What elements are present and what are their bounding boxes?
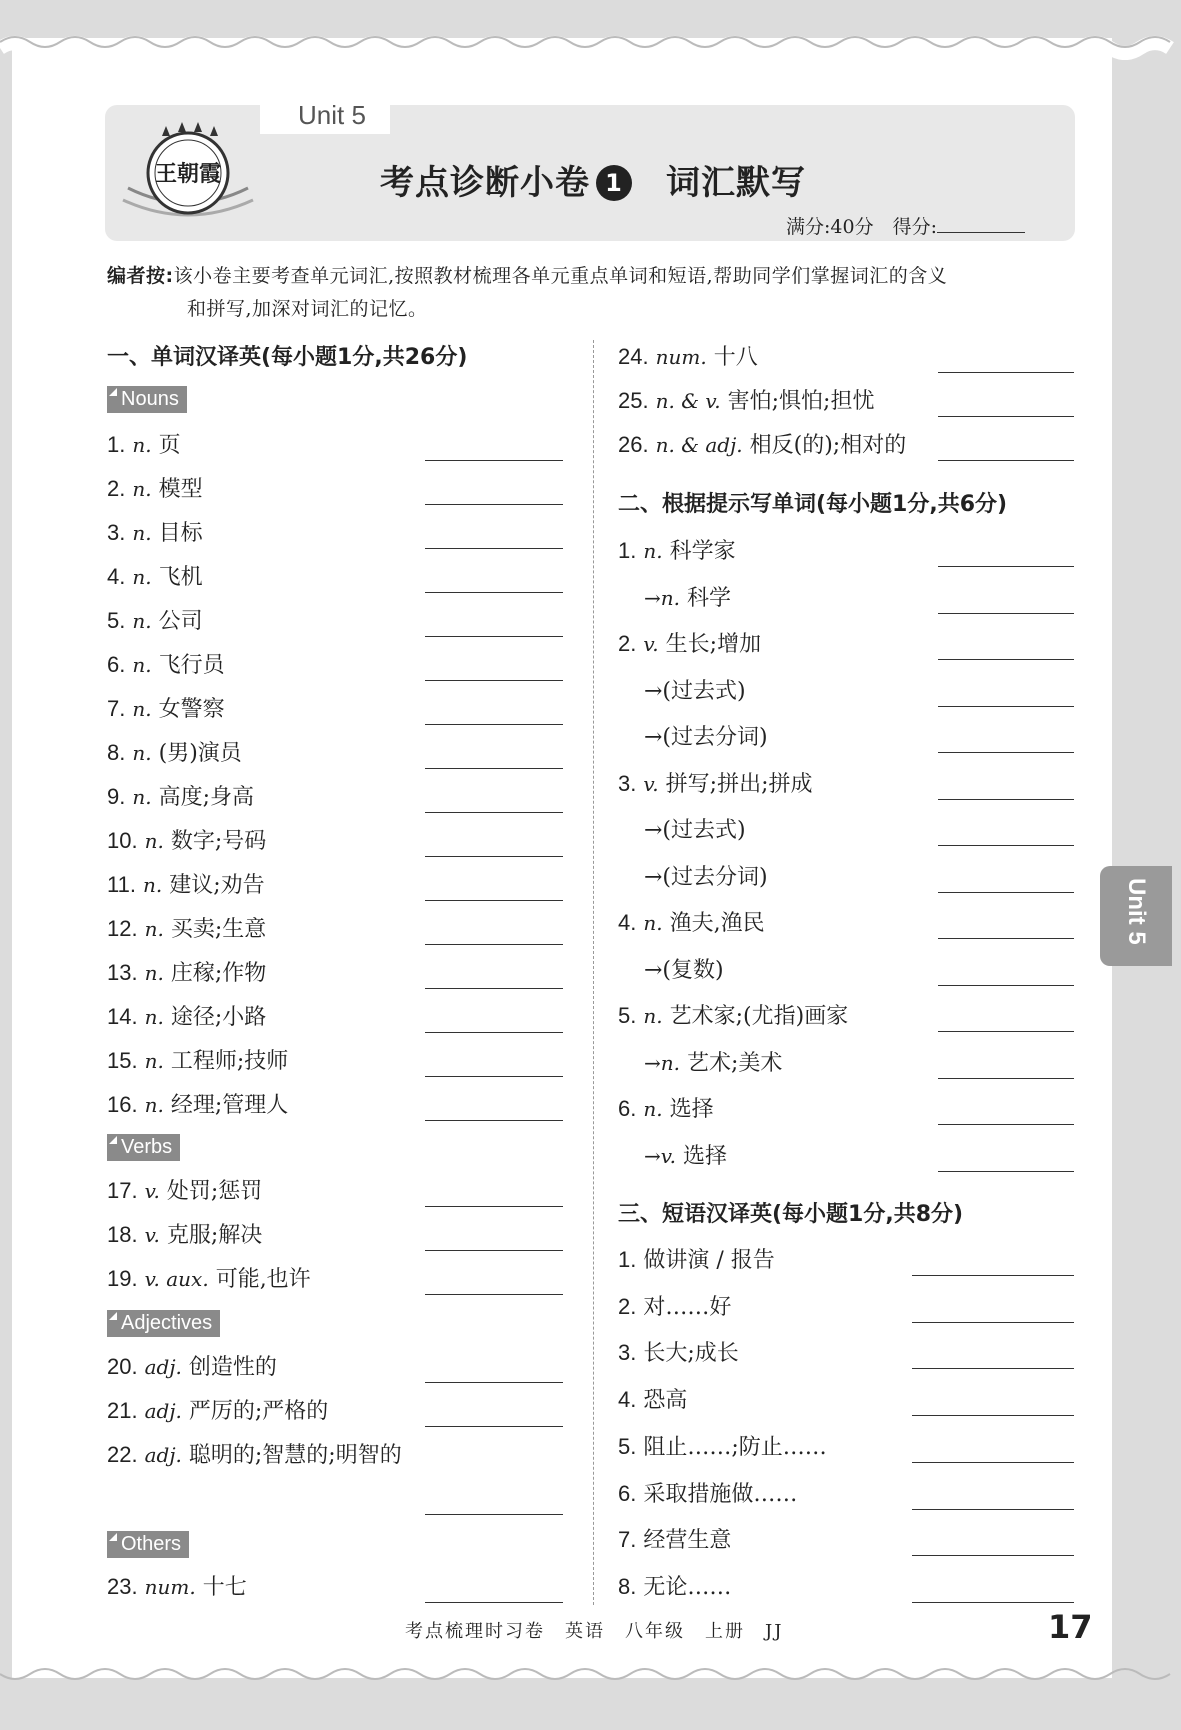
- item-text: 建议;劝告: [169, 873, 265, 898]
- item-text: 女警察: [158, 697, 225, 722]
- side-unit-tab-label: Unit 5: [1123, 878, 1150, 945]
- section2-item: [644, 953, 724, 984]
- section-1-title: 一、单词汉译英(每小题1分,共26分): [107, 345, 468, 370]
- answer-blank[interactable]: [912, 1509, 1074, 1510]
- item-text: 科学家: [669, 539, 736, 564]
- part-of-speech: n.: [132, 609, 152, 633]
- item-number: 18.: [107, 1222, 138, 1247]
- item-text: 途径;小路: [170, 1005, 267, 1030]
- item-number: 5.: [618, 1003, 637, 1028]
- answer-blank[interactable]: [425, 1294, 563, 1295]
- tag-adjectives: Adjectives: [107, 1310, 220, 1337]
- item-number: 7.: [107, 696, 126, 721]
- item-number: 9.: [107, 784, 126, 809]
- item-text: 渔夫,渔民: [669, 911, 765, 936]
- part-of-speech: n.: [643, 539, 663, 563]
- part-of-speech: →n.: [644, 1050, 680, 1075]
- section1-item: [107, 1394, 328, 1425]
- answer-blank[interactable]: [425, 768, 563, 769]
- answer-blank[interactable]: [425, 1032, 563, 1033]
- answer-blank[interactable]: [425, 636, 563, 637]
- section1-item: [107, 1262, 311, 1293]
- section1-item: [107, 1570, 247, 1601]
- note-line-2: 和拼写,加深对词汇的记忆。: [187, 298, 428, 320]
- item-text: 克服;解决: [166, 1223, 263, 1248]
- item-text: 恐高: [643, 1388, 688, 1414]
- item-text: 做讲演 / 报告: [643, 1248, 775, 1273]
- part-of-speech: n.: [132, 697, 152, 721]
- item-text: 十七: [202, 1575, 247, 1600]
- part-of-speech: adj.: [144, 1443, 182, 1467]
- answer-blank[interactable]: [938, 938, 1074, 939]
- part-of-speech: n.: [643, 1097, 663, 1121]
- title-prefix: 考点诊断小卷: [380, 163, 590, 203]
- item-text: 长大;成长: [643, 1341, 739, 1367]
- section3-item: [618, 1570, 731, 1601]
- section-3-title: 三、短语汉译英(每小题1分,共8分): [618, 1202, 964, 1227]
- item-number: 26.: [618, 432, 649, 457]
- part-of-speech: v.: [144, 1223, 160, 1247]
- part-of-speech: n.: [132, 785, 152, 809]
- item-text: 无论……: [643, 1574, 732, 1600]
- answer-blank[interactable]: [912, 1322, 1074, 1323]
- item-number: 6.: [107, 652, 126, 677]
- answer-blank[interactable]: [938, 372, 1074, 373]
- section-2-title: 二、根据提示写单词(每小题1分,共6分): [618, 492, 1008, 517]
- item-number: 23.: [107, 1574, 138, 1599]
- editor-note: [107, 260, 1077, 326]
- score-label: 满分:40分 得分:: [786, 216, 937, 238]
- answer-blank[interactable]: [425, 988, 563, 989]
- item-text: 经理;管理人: [170, 1093, 289, 1118]
- section1-item: [107, 516, 203, 547]
- title-suffix: 词汇默写: [666, 163, 806, 203]
- item-number: 8.: [618, 1573, 637, 1599]
- item-number: 17.: [107, 1178, 138, 1203]
- item-text: 选择: [683, 1143, 728, 1169]
- part-of-speech: n.: [643, 1004, 663, 1028]
- answer-blank[interactable]: [938, 892, 1074, 893]
- answer-blank[interactable]: [425, 1514, 563, 1515]
- item-text: 买卖;生意: [170, 917, 267, 942]
- item-text: 创造性的: [188, 1355, 277, 1380]
- section2-item: [618, 767, 812, 798]
- section1-item: [107, 956, 266, 987]
- bottom-wave-border: [0, 1660, 1181, 1700]
- item-number: 16.: [107, 1092, 138, 1117]
- item-number: 4.: [618, 910, 637, 935]
- answer-blank[interactable]: [912, 1462, 1074, 1463]
- section3-item: [618, 1523, 731, 1554]
- item-text: 数字;号码: [170, 829, 267, 854]
- section3-item: [618, 1290, 731, 1321]
- item-number: 20.: [107, 1354, 138, 1379]
- svg-text:王朝霞: 王朝霞: [154, 161, 222, 187]
- item-number: 4.: [107, 564, 126, 589]
- section3-item: [618, 1477, 797, 1508]
- note-label: 编者按:: [107, 265, 174, 287]
- item-text: 艺术家;(尤指)画家: [669, 1004, 849, 1029]
- item-text: 阻止……;防止……: [643, 1434, 827, 1460]
- item-number: 2.: [618, 631, 637, 656]
- part-of-speech: n.: [144, 961, 164, 985]
- section2-item: [618, 906, 765, 937]
- part-of-speech: num.: [144, 1575, 196, 1599]
- answer-blank[interactable]: [425, 548, 563, 549]
- side-unit-tab: [1100, 866, 1172, 966]
- item-text: 生长;增加: [665, 632, 762, 657]
- answer-blank[interactable]: [912, 1602, 1074, 1603]
- item-text: 拼写;拼出;拼成: [665, 771, 813, 797]
- note-line-1: 该小卷主要考查单元词汇,按照教材梳理各单元重点单词和短语,帮助同学们掌握词汇的含义: [173, 265, 948, 287]
- item-number: 19.: [107, 1266, 138, 1291]
- part-of-speech: n.: [144, 1049, 164, 1073]
- part-of-speech: n.: [132, 741, 152, 765]
- score-line: [786, 212, 1025, 239]
- item-text: 相反(的);相对的: [749, 433, 907, 458]
- section3-item: [618, 1430, 827, 1461]
- section2-item: [644, 720, 768, 751]
- part-of-speech: n.: [132, 521, 152, 545]
- answer-blank[interactable]: [425, 856, 563, 857]
- unit-tab-label: Unit 5: [298, 100, 366, 130]
- item-text: 聪明的;智慧的;明智的: [188, 1443, 402, 1468]
- answer-blank[interactable]: [425, 1250, 563, 1251]
- section1-item: [107, 1000, 266, 1031]
- answer-blank[interactable]: [425, 1206, 563, 1207]
- part-of-speech: n.: [144, 1005, 164, 1029]
- item-number: 6.: [618, 1480, 637, 1506]
- item-text: (男)演员: [158, 741, 242, 766]
- score-blank[interactable]: [937, 214, 1025, 233]
- item-text: 十八: [713, 345, 758, 370]
- item-text: 对……好: [643, 1294, 732, 1320]
- item-text: 严厉的;严格的: [188, 1399, 329, 1424]
- item-text: 公司: [158, 609, 203, 634]
- section1-item: [618, 340, 758, 371]
- answer-blank[interactable]: [938, 799, 1074, 800]
- part-of-speech: n.: [132, 565, 152, 589]
- section1-item: [107, 1044, 288, 1075]
- item-number: 2.: [107, 476, 126, 501]
- answer-blank[interactable]: [425, 1426, 563, 1427]
- section1-item: [107, 472, 203, 503]
- answer-blank[interactable]: [425, 592, 563, 593]
- item-text: 目标: [158, 521, 203, 546]
- item-number: 7.: [618, 1527, 637, 1553]
- item-text: 模型: [158, 477, 203, 502]
- section1-item: [107, 428, 181, 459]
- answer-blank[interactable]: [938, 460, 1074, 461]
- item-text: 飞机: [158, 565, 203, 590]
- title-number-badge: 1: [596, 165, 632, 201]
- section2-item: [644, 860, 768, 891]
- answer-blank[interactable]: [912, 1415, 1074, 1416]
- item-text: →(过去分词): [644, 725, 768, 750]
- item-number: 1.: [618, 538, 637, 563]
- item-number: 12.: [107, 916, 138, 941]
- section1-item: [107, 868, 265, 899]
- item-number: 15.: [107, 1048, 138, 1073]
- part-of-speech: n.: [144, 1093, 164, 1117]
- answer-blank[interactable]: [912, 1275, 1074, 1276]
- item-number: 22.: [107, 1442, 138, 1467]
- section1-item: [107, 1218, 262, 1249]
- part-of-speech: n.: [132, 477, 152, 501]
- tag-verbs: Verbs: [107, 1134, 180, 1161]
- answer-blank[interactable]: [938, 1171, 1074, 1172]
- answer-blank[interactable]: [938, 659, 1074, 660]
- publisher-logo-icon: [118, 118, 258, 228]
- part-of-speech: v.: [643, 771, 659, 796]
- item-text: 选择: [669, 1097, 714, 1122]
- answer-blank[interactable]: [425, 680, 563, 681]
- item-number: 14.: [107, 1004, 138, 1029]
- answer-blank[interactable]: [425, 460, 563, 461]
- section2-item: [618, 1092, 714, 1123]
- part-of-speech: →v.: [644, 1143, 677, 1168]
- top-wave-border: [0, 20, 1181, 60]
- item-text: →(过去式): [644, 678, 746, 704]
- answer-blank[interactable]: [425, 724, 563, 725]
- answer-blank[interactable]: [912, 1555, 1074, 1556]
- answer-blank[interactable]: [425, 812, 563, 813]
- item-text: 庄稼;作物: [170, 961, 267, 986]
- item-text: →(过去分词): [644, 864, 768, 890]
- section2-item: [644, 1139, 727, 1170]
- part-of-speech: n. & v.: [655, 389, 721, 413]
- section3-item: [618, 1336, 739, 1367]
- section1-item: [618, 384, 874, 415]
- answer-blank[interactable]: [425, 504, 563, 505]
- item-number: 6.: [618, 1096, 637, 1121]
- section1-item: [107, 824, 266, 855]
- section1-item: [107, 692, 225, 723]
- part-of-speech: adj.: [144, 1355, 182, 1379]
- section1-item: [107, 560, 203, 591]
- tag-others: Others: [107, 1531, 189, 1558]
- section1-item: [107, 912, 266, 943]
- answer-blank[interactable]: [425, 1382, 563, 1383]
- part-of-speech: num.: [655, 345, 707, 369]
- part-of-speech: →n.: [644, 585, 680, 610]
- column-divider: [593, 340, 594, 1605]
- item-text: 害怕;惧怕;担忧: [727, 389, 875, 414]
- item-number: 25.: [618, 388, 649, 413]
- item-text: 可能,也许: [215, 1267, 311, 1292]
- answer-blank[interactable]: [938, 752, 1074, 753]
- item-text: 采取措施做……: [643, 1481, 798, 1507]
- answer-blank[interactable]: [938, 416, 1074, 417]
- section1-item: [107, 1174, 262, 1205]
- section1-item: [107, 736, 242, 767]
- answer-blank[interactable]: [425, 1602, 563, 1603]
- footer-text: 考点梳理时习卷 英语 八年级 上册 JJ: [405, 1621, 784, 1642]
- section2-item: [644, 581, 731, 612]
- item-number: 1.: [618, 1247, 637, 1272]
- item-number: 3.: [618, 770, 637, 796]
- section2-item: [644, 674, 746, 705]
- answer-blank[interactable]: [938, 1124, 1074, 1125]
- item-text: 工程师;技师: [170, 1049, 289, 1074]
- part-of-speech: v.: [144, 1179, 160, 1203]
- part-of-speech: n. & adj.: [655, 433, 743, 457]
- item-number: 13.: [107, 960, 138, 985]
- section1-item: [107, 648, 225, 679]
- answer-blank[interactable]: [425, 900, 563, 901]
- section2-item: [618, 627, 761, 658]
- answer-blank[interactable]: [425, 944, 563, 945]
- section3-item: [618, 1383, 687, 1414]
- part-of-speech: n.: [132, 433, 152, 457]
- item-text: 经营生意: [643, 1528, 732, 1554]
- section1-item: [618, 428, 906, 459]
- answer-blank[interactable]: [938, 1078, 1074, 1079]
- section2-item: [618, 534, 736, 565]
- section1-item: [107, 1350, 277, 1381]
- item-text: 高度;身高: [158, 785, 255, 810]
- section1-item: [107, 604, 203, 635]
- item-number: 24.: [618, 344, 649, 369]
- answer-blank[interactable]: [938, 845, 1074, 846]
- answer-blank[interactable]: [912, 1368, 1074, 1369]
- section2-item: [644, 813, 746, 844]
- part-of-speech: n.: [132, 653, 152, 677]
- item-text: 飞行员: [158, 653, 225, 678]
- part-of-speech: n.: [142, 873, 163, 897]
- answer-blank[interactable]: [425, 1120, 563, 1121]
- item-text: 艺术;美术: [687, 1050, 783, 1076]
- answer-blank[interactable]: [938, 985, 1074, 986]
- part-of-speech: n.: [144, 917, 164, 941]
- item-number: 5.: [107, 608, 126, 633]
- page-title: [380, 155, 806, 204]
- item-number: 21.: [107, 1398, 138, 1423]
- section3-item: [618, 1243, 775, 1274]
- item-text: 页: [158, 433, 181, 458]
- item-text: 处罚;惩罚: [166, 1179, 263, 1204]
- answer-blank[interactable]: [938, 1031, 1074, 1032]
- part-of-speech: adj.: [144, 1399, 182, 1423]
- item-text: 科学: [687, 585, 732, 611]
- tag-nouns: Nouns: [107, 386, 187, 413]
- item-number: 3.: [107, 520, 126, 545]
- item-number: 3.: [618, 1340, 637, 1366]
- item-number: 4.: [618, 1387, 637, 1413]
- item-text: →(复数): [644, 957, 724, 983]
- part-of-speech: v.: [643, 632, 659, 656]
- section2-item: [618, 999, 848, 1030]
- item-text: →(过去式): [644, 818, 746, 843]
- item-number: 11.: [107, 872, 136, 897]
- item-number: 8.: [107, 740, 126, 765]
- answer-blank[interactable]: [938, 706, 1074, 707]
- answer-blank[interactable]: [425, 1076, 563, 1077]
- section1-item: [107, 780, 254, 811]
- answer-blank[interactable]: [938, 613, 1074, 614]
- part-of-speech: n.: [643, 911, 663, 935]
- section1-item: [107, 1088, 288, 1119]
- item-number: 2.: [618, 1293, 637, 1319]
- page-number: 17: [1048, 1608, 1093, 1646]
- item-number: 5.: [618, 1433, 637, 1459]
- section2-item: [644, 1046, 782, 1077]
- part-of-speech: n.: [144, 829, 164, 853]
- section1-item: [107, 1438, 402, 1469]
- part-of-speech: v. aux.: [144, 1267, 209, 1291]
- answer-blank[interactable]: [938, 566, 1074, 567]
- item-number: 10.: [107, 828, 138, 853]
- item-number: 1.: [107, 432, 126, 457]
